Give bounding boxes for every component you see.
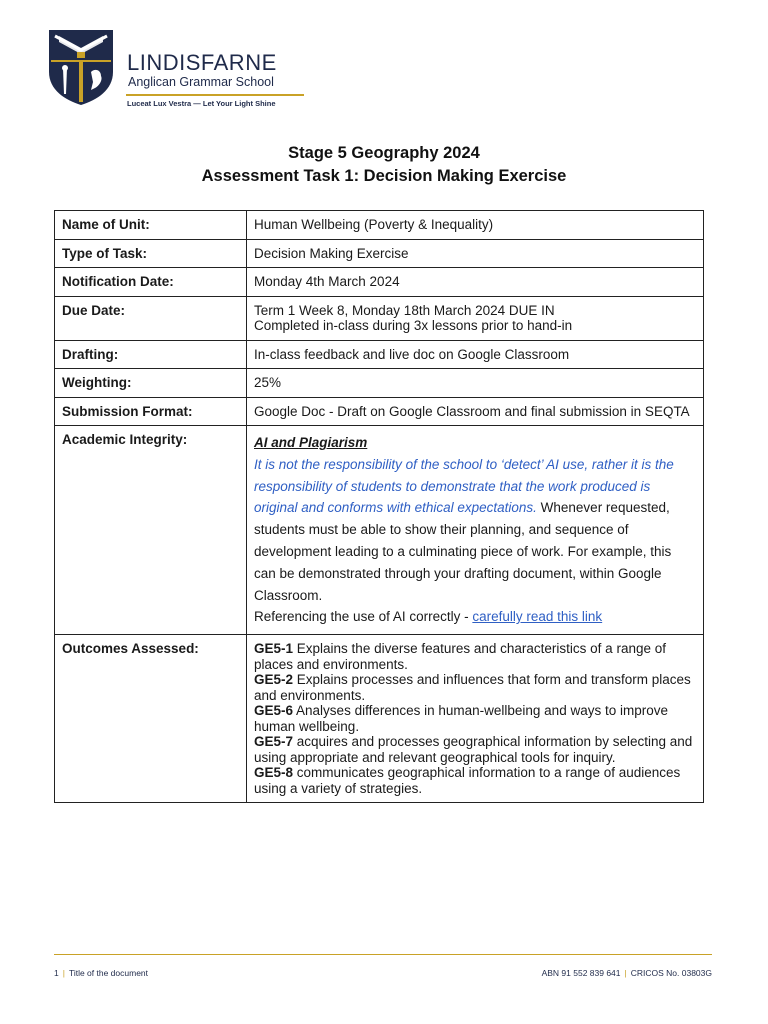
page-header [47, 28, 307, 110]
row-value [247, 635, 704, 803]
outcome-item [254, 734, 696, 765]
row-label: Notification Date: [55, 268, 247, 297]
row-label: Due Date: [55, 296, 247, 340]
integrity-reference [254, 606, 696, 628]
row-weighting [55, 369, 704, 398]
integrity-paragraph [254, 454, 696, 607]
outcome-code: GE5-8 [254, 765, 294, 781]
row-value: In-class feedback and live doc on Google Classroom [247, 340, 704, 369]
outcome-code: GE5-7 [254, 734, 294, 750]
outcome-code: GE5-2 [254, 672, 294, 688]
outcome-code: GE5-6 [254, 703, 294, 719]
row-value: Monday 4th March 2024 [247, 268, 704, 297]
row-label: Drafting: [55, 340, 247, 369]
row-label: Outcomes Assessed: [55, 635, 247, 803]
outcome-item [254, 672, 696, 703]
school-crest-logo [47, 28, 115, 106]
outcome-code: GE5-1 [254, 641, 294, 657]
assessment-details-table [54, 210, 704, 803]
outcome-item [254, 703, 696, 734]
row-value: Google Doc - Draft on Google Classroom and final submission in SEQTA [247, 397, 704, 426]
outcome-text: Explains processes and influences that form and transform places and environments. [254, 672, 691, 703]
row-label: Academic Integrity: [55, 426, 247, 635]
row-value: 25% [247, 369, 704, 398]
row-value [247, 426, 704, 635]
outcome-item [254, 641, 696, 672]
header-divider [126, 94, 304, 96]
row-task-type [55, 239, 704, 268]
row-submission-format [55, 397, 704, 426]
outcome-text: acquires and processes geographical information by selecting and using appropriate and relevant geographical tools for inquiry. [254, 734, 693, 765]
outcome-text: Explains the diverse features and characteristics of a range of places and environments. [254, 641, 666, 672]
integrity-body-text: Whenever requested, students must be able to show their planning, and sequence of development leading to a culminating piece of work. For example, this can be demonstrated through your drafting document, within Google Classroom. [254, 500, 672, 603]
integrity-italic-text: It is not the responsibility of the school to ‘detect’ AI use, rather it is the responsibility of students to demonstrate that the work produced is original and conforms with ethical expectations. [254, 456, 674, 516]
footer-left [54, 968, 148, 978]
row-value [247, 296, 704, 340]
title-line-2: Assessment Task 1: Decision Making Exercise [201, 167, 567, 185]
school-motto: Luceat Lux Vestra — Let Your Light Shine [127, 99, 276, 108]
row-due-date [55, 296, 704, 340]
row-unit [55, 211, 704, 240]
row-academic-integrity [55, 426, 704, 635]
row-outcomes-assessed [55, 635, 704, 803]
row-value: Human Wellbeing (Poverty & Inequality) [247, 211, 704, 240]
row-label: Name of Unit: [55, 211, 247, 240]
row-notification-date [55, 268, 704, 297]
integrity-heading: AI and Plagiarism [254, 435, 368, 450]
ai-reference-link[interactable]: carefully read this link [472, 609, 603, 625]
row-label: Submission Format: [55, 397, 247, 426]
footer-doc-title: Title of the document [68, 968, 149, 978]
reference-text: Referencing the use of AI correctly - [254, 609, 473, 625]
due-date-line: Term 1 Week 8, Monday 18th March 2024 DUE IN [254, 302, 555, 318]
document-title [0, 142, 768, 188]
page-number: 1 [54, 968, 59, 978]
row-label: Weighting: [55, 369, 247, 398]
footer-separator: | [62, 968, 65, 978]
outcome-item [254, 765, 696, 796]
row-label: Type of Task: [55, 239, 247, 268]
row-drafting [55, 340, 704, 369]
footer-divider [54, 954, 712, 955]
footer-right [542, 968, 712, 978]
footer-cricos: CRICOS No. 03803G [630, 968, 712, 978]
footer-separator: | [624, 968, 627, 978]
school-subtitle: Anglican Grammar School [128, 75, 274, 89]
school-name: LINDISFARNE [127, 50, 277, 75]
outcome-text: communicates geographical information to a range of audiences using a variety of strategies. [254, 765, 681, 796]
outcome-text: Analyses differences in human-wellbeing and ways to improve human wellbeing. [254, 703, 668, 734]
due-date-note: Completed in-class during 3x lessons prior to hand-in [254, 318, 573, 333]
footer-abn: ABN 91 552 839 641 [541, 968, 621, 978]
title-line-1: Stage 5 Geography 2024 [288, 144, 480, 162]
row-value: Decision Making Exercise [247, 239, 704, 268]
